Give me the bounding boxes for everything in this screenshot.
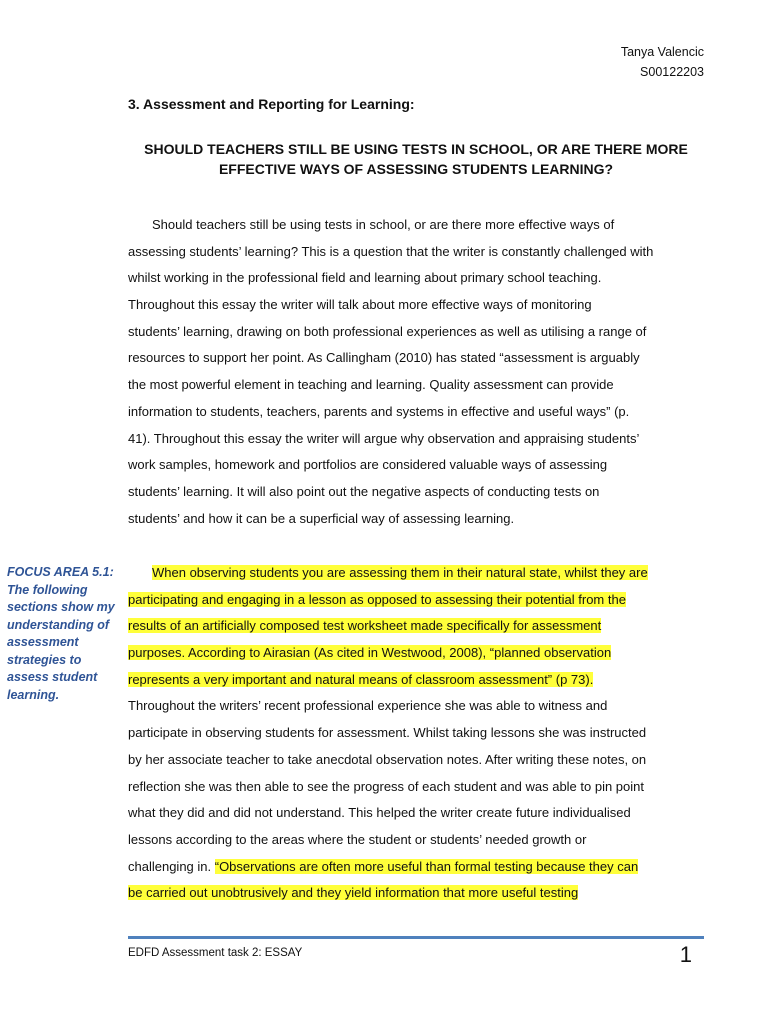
- text-line: 41). Throughout this essay the writer will argue why observation and appraising students’: [128, 430, 640, 446]
- text-line: participate in observing students for assessment. Whilst taking lessons she was instructed: [128, 725, 647, 741]
- paragraph-observation: [128, 560, 704, 907]
- text-line-highlighted: [128, 613, 704, 640]
- highlighted-text: be carried out unobtrusively and they yield information that more useful testing: [128, 885, 579, 901]
- text-line: the most powerful element in teaching and learning. Quality assessment can provide: [128, 377, 614, 393]
- sidenote-line: The following: [7, 582, 88, 597]
- highlighted-text: When observing students you are assessing them in their natural state, whilst they are: [152, 565, 648, 580]
- text-line: lessons according to the areas where the student or students’ needed growth or: [128, 831, 587, 847]
- highlighted-text: represents a very important and natural means of classroom assessment” (p 73).: [128, 671, 594, 687]
- sidenote-line: assess student: [7, 670, 98, 684]
- text-line: information to students, teachers, parents and systems in effective and useful ways” (p.: [128, 403, 630, 419]
- text-line: resources to support her point. As Callingham (2010) has stated “assessment is arguably: [128, 350, 640, 366]
- sidenote-line: assessment: [7, 635, 79, 649]
- highlighted-text: results of an artificially composed test worksheet made specifically for assessment: [128, 618, 602, 634]
- text-line-highlighted: [128, 667, 704, 694]
- page-number: 1: [679, 942, 692, 967]
- essay-title-line: SHOULD TEACHERS STILL BE USING TESTS IN SCHOOL, OR ARE THERE MORE: [144, 141, 688, 157]
- essay-title: [128, 139, 704, 179]
- highlighted-text: purposes. According to Airasian (As cited in Westwood, 2008), “planned observation: [128, 645, 612, 661]
- text-line-mixed: [128, 854, 704, 881]
- text-line: Throughout the writers’ recent professional experience she was able to witness and: [128, 698, 608, 714]
- text-line: Should teachers still be using tests in school, or are there more effective ways of: [152, 217, 615, 232]
- text-line: students’ and how it can be a superficial way of assessing learning.: [128, 510, 515, 526]
- text-line-highlighted: [128, 880, 704, 907]
- text-line: Throughout this essay the writer will talk about more effective ways of monitoring: [128, 297, 592, 313]
- footer-rule: [128, 936, 704, 939]
- text-line-highlighted: [128, 587, 704, 614]
- highlighted-text: participating and engaging in a lesson as opposed to assessing their potential from the: [128, 591, 626, 607]
- plain-text: challenging in.: [128, 858, 215, 874]
- student-id: S00122203: [640, 65, 704, 79]
- text-line: students’ learning, drawing on both professional experiences as well as utilising a range of: [128, 323, 647, 339]
- text-line: work samples, homework and portfolios are considered valuable ways of assessing: [128, 457, 608, 473]
- author-name: Tanya Valencic: [620, 45, 704, 59]
- text-line: students’ learning. It will also point out the negative aspects of conducting tests on: [128, 483, 600, 499]
- sidenote-line: learning.: [7, 687, 60, 702]
- author-block: [621, 42, 704, 82]
- text-line: what they did and did not understand. This helped the writer create future individualised: [128, 805, 631, 821]
- text-line: assessing students’ learning? This is a question that the writer is constantly challenged with: [128, 243, 654, 259]
- footer-text: EDFD Assessment task 2: ESSAY: [128, 947, 303, 959]
- text-line: reflection she was then able to see the progress of each student and was able to pin point: [128, 778, 645, 794]
- focus-area-sidenote: [7, 564, 123, 704]
- paragraph-intro: [128, 212, 704, 532]
- text-line: whilst working in the professional field and learning about primary school teaching.: [128, 270, 602, 286]
- essay-title-line: EFFECTIVE WAYS OF ASSESSING STUDENTS LEARNING?: [218, 161, 614, 177]
- text-line-highlighted: [128, 560, 704, 587]
- text-line-highlighted: [128, 640, 704, 667]
- sidenote-line: FOCUS AREA 5.1:: [7, 565, 114, 579]
- sidenote-line: sections show my: [7, 600, 115, 614]
- section-heading: 3. Assessment and Reporting for Learning:: [128, 96, 415, 112]
- highlighted-text: “Observations are often more useful than formal testing because they can: [214, 858, 639, 874]
- text-line: by her associate teacher to take anecdotal observation notes. After writing these notes, on: [128, 751, 647, 767]
- sidenote-line: strategies to: [7, 652, 82, 667]
- sidenote-line: understanding of: [7, 617, 110, 632]
